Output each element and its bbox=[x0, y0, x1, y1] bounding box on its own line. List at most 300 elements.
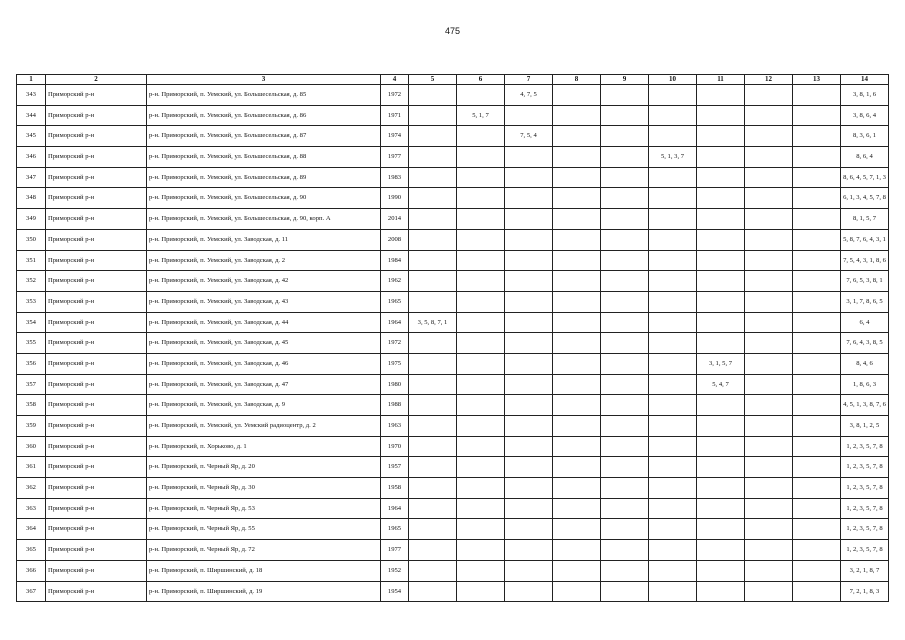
table-row bbox=[17, 312, 889, 333]
col12-cell bbox=[745, 374, 793, 395]
col9-cell bbox=[601, 353, 649, 374]
col7-cell bbox=[505, 167, 553, 188]
col12-cell bbox=[745, 105, 793, 126]
col14-cell: 1, 2, 3, 5, 7, 8 bbox=[841, 478, 889, 499]
col13-cell bbox=[793, 374, 841, 395]
col11-cell bbox=[697, 312, 745, 333]
col6-cell bbox=[457, 395, 505, 416]
col11-cell bbox=[697, 436, 745, 457]
column-header: 1 bbox=[17, 75, 46, 85]
col8-cell bbox=[553, 167, 601, 188]
address-cell: р-н. Приморский, п. Уемский, ул. Заводская, д. 9 bbox=[147, 395, 381, 416]
col13-cell bbox=[793, 581, 841, 602]
col9-cell bbox=[601, 416, 649, 437]
col7-cell: 4, 7, 5 bbox=[505, 85, 553, 106]
col10-cell bbox=[649, 271, 697, 292]
col11-cell bbox=[697, 85, 745, 106]
row-number: 362 bbox=[17, 478, 46, 499]
col14-cell: 7, 6, 5, 3, 8, 1 bbox=[841, 271, 889, 292]
col7-cell bbox=[505, 333, 553, 354]
col7-cell bbox=[505, 312, 553, 333]
col8-cell bbox=[553, 312, 601, 333]
row-number: 358 bbox=[17, 395, 46, 416]
col5-cell bbox=[409, 188, 457, 209]
col10-cell bbox=[649, 85, 697, 106]
col8-cell bbox=[553, 478, 601, 499]
col9-cell bbox=[601, 271, 649, 292]
column-header: 14 bbox=[841, 75, 889, 85]
address-cell: р-н. Приморский, п. Хорьково, д. 1 bbox=[147, 436, 381, 457]
col5-cell bbox=[409, 519, 457, 540]
address-cell: р-н. Приморский, п. Уемский, ул. Заводская, д. 43 bbox=[147, 291, 381, 312]
col14-cell: 8, 6, 4, 5, 7, 1, 3 bbox=[841, 167, 889, 188]
col5-cell bbox=[409, 291, 457, 312]
col7-cell bbox=[505, 498, 553, 519]
table-row bbox=[17, 498, 889, 519]
col5-cell bbox=[409, 395, 457, 416]
col10-cell bbox=[649, 312, 697, 333]
col8-cell bbox=[553, 436, 601, 457]
col7-cell bbox=[505, 271, 553, 292]
year-cell: 1977 bbox=[381, 147, 409, 168]
col11-cell bbox=[697, 581, 745, 602]
col12-cell bbox=[745, 271, 793, 292]
col5-cell bbox=[409, 147, 457, 168]
col13-cell bbox=[793, 229, 841, 250]
table-row bbox=[17, 519, 889, 540]
col6-cell bbox=[457, 126, 505, 147]
district-cell: Приморский р-н bbox=[46, 105, 147, 126]
col11-cell bbox=[697, 229, 745, 250]
col14-cell: 6, 1, 3, 4, 5, 7, 8 bbox=[841, 188, 889, 209]
district-cell: Приморский р-н bbox=[46, 581, 147, 602]
col5-cell bbox=[409, 374, 457, 395]
col9-cell bbox=[601, 436, 649, 457]
col11-cell bbox=[697, 395, 745, 416]
col8-cell bbox=[553, 560, 601, 581]
col6-cell: 5, 1, 7 bbox=[457, 105, 505, 126]
address-cell: р-н. Приморский, п. Уемский, ул. Большесельская, д. 88 bbox=[147, 147, 381, 168]
district-cell: Приморский р-н bbox=[46, 353, 147, 374]
district-cell: Приморский р-н bbox=[46, 519, 147, 540]
col11-cell bbox=[697, 560, 745, 581]
col10-cell bbox=[649, 188, 697, 209]
col7-cell bbox=[505, 395, 553, 416]
col9-cell bbox=[601, 250, 649, 271]
col10-cell bbox=[649, 291, 697, 312]
row-number: 364 bbox=[17, 519, 46, 540]
col12-cell bbox=[745, 167, 793, 188]
col11-cell bbox=[697, 478, 745, 499]
row-number: 344 bbox=[17, 105, 46, 126]
col14-cell: 4, 5, 1, 3, 8, 7, 6 bbox=[841, 395, 889, 416]
col14-cell: 1, 2, 3, 5, 7, 8 bbox=[841, 498, 889, 519]
data-table bbox=[16, 74, 889, 602]
col11-cell bbox=[697, 105, 745, 126]
col5-cell bbox=[409, 209, 457, 230]
col6-cell bbox=[457, 209, 505, 230]
col9-cell bbox=[601, 395, 649, 416]
table-row bbox=[17, 478, 889, 499]
col14-cell: 8, 1, 5, 7 bbox=[841, 209, 889, 230]
row-number: 351 bbox=[17, 250, 46, 271]
col7-cell bbox=[505, 188, 553, 209]
col11-cell bbox=[697, 209, 745, 230]
table-row bbox=[17, 353, 889, 374]
col12-cell bbox=[745, 126, 793, 147]
col6-cell bbox=[457, 312, 505, 333]
column-header: 9 bbox=[601, 75, 649, 85]
table-row bbox=[17, 250, 889, 271]
col13-cell bbox=[793, 209, 841, 230]
year-cell: 1983 bbox=[381, 167, 409, 188]
col12-cell bbox=[745, 560, 793, 581]
col14-cell: 3, 8, 1, 6 bbox=[841, 85, 889, 106]
col5-cell bbox=[409, 540, 457, 561]
column-header: 5 bbox=[409, 75, 457, 85]
col12-cell bbox=[745, 478, 793, 499]
col6-cell bbox=[457, 540, 505, 561]
address-cell: р-н. Приморский, п. Уемский, ул. Заводская, д. 47 bbox=[147, 374, 381, 395]
col7-cell bbox=[505, 457, 553, 478]
district-cell: Приморский р-н bbox=[46, 457, 147, 478]
col13-cell bbox=[793, 540, 841, 561]
col10-cell bbox=[649, 519, 697, 540]
row-number: 363 bbox=[17, 498, 46, 519]
col12-cell bbox=[745, 85, 793, 106]
row-number: 360 bbox=[17, 436, 46, 457]
col13-cell bbox=[793, 416, 841, 437]
header-row bbox=[17, 75, 889, 85]
year-cell: 1977 bbox=[381, 540, 409, 561]
col8-cell bbox=[553, 374, 601, 395]
col14-cell: 3, 2, 1, 8, 7 bbox=[841, 560, 889, 581]
col10-cell bbox=[649, 395, 697, 416]
col11-cell bbox=[697, 457, 745, 478]
address-cell: р-н. Приморский, п. Черный Яр, д. 72 bbox=[147, 540, 381, 561]
address-cell: р-н. Приморский, п. Уемский, ул. Заводская, д. 45 bbox=[147, 333, 381, 354]
address-cell: р-н. Приморский, п. Уемский, ул. Большесельская, д. 85 bbox=[147, 85, 381, 106]
year-cell: 1972 bbox=[381, 333, 409, 354]
col10-cell bbox=[649, 540, 697, 561]
address-cell: р-н. Приморский, п. Уемский, ул. Большесельская, д. 90, корп. А bbox=[147, 209, 381, 230]
district-cell: Приморский р-н bbox=[46, 395, 147, 416]
col12-cell bbox=[745, 250, 793, 271]
col6-cell bbox=[457, 374, 505, 395]
col6-cell bbox=[457, 147, 505, 168]
col12-cell bbox=[745, 333, 793, 354]
col7-cell bbox=[505, 581, 553, 602]
col8-cell bbox=[553, 291, 601, 312]
col13-cell bbox=[793, 85, 841, 106]
col13-cell bbox=[793, 291, 841, 312]
col7-cell: 7, 5, 4 bbox=[505, 126, 553, 147]
col8-cell bbox=[553, 85, 601, 106]
col10-cell bbox=[649, 478, 697, 499]
col13-cell bbox=[793, 519, 841, 540]
col14-cell: 7, 5, 4, 3, 1, 8, 6 bbox=[841, 250, 889, 271]
table-body bbox=[17, 85, 889, 602]
col9-cell bbox=[601, 312, 649, 333]
col10-cell: 5, 1, 3, 7 bbox=[649, 147, 697, 168]
year-cell: 1984 bbox=[381, 250, 409, 271]
year-cell: 1965 bbox=[381, 519, 409, 540]
col10-cell bbox=[649, 436, 697, 457]
col6-cell bbox=[457, 416, 505, 437]
year-cell: 1957 bbox=[381, 457, 409, 478]
year-cell: 1963 bbox=[381, 416, 409, 437]
col8-cell bbox=[553, 147, 601, 168]
col6-cell bbox=[457, 457, 505, 478]
col13-cell bbox=[793, 457, 841, 478]
col11-cell bbox=[697, 167, 745, 188]
col9-cell bbox=[601, 85, 649, 106]
district-cell: Приморский р-н bbox=[46, 250, 147, 271]
col13-cell bbox=[793, 333, 841, 354]
col7-cell bbox=[505, 353, 553, 374]
col8-cell bbox=[553, 498, 601, 519]
col7-cell bbox=[505, 209, 553, 230]
col6-cell bbox=[457, 581, 505, 602]
col5-cell bbox=[409, 560, 457, 581]
col11-cell: 5, 4, 7 bbox=[697, 374, 745, 395]
col11-cell bbox=[697, 250, 745, 271]
col11-cell bbox=[697, 498, 745, 519]
col10-cell bbox=[649, 457, 697, 478]
address-cell: р-н. Приморский, п. Уемский, ул. Заводская, д. 2 bbox=[147, 250, 381, 271]
district-cell: Приморский р-н bbox=[46, 540, 147, 561]
col13-cell bbox=[793, 498, 841, 519]
col9-cell bbox=[601, 498, 649, 519]
district-cell: Приморский р-н bbox=[46, 167, 147, 188]
col7-cell bbox=[505, 374, 553, 395]
district-cell: Приморский р-н bbox=[46, 478, 147, 499]
column-header: 13 bbox=[793, 75, 841, 85]
row-number: 346 bbox=[17, 147, 46, 168]
col9-cell bbox=[601, 333, 649, 354]
col6-cell bbox=[457, 291, 505, 312]
col9-cell bbox=[601, 167, 649, 188]
year-cell: 1952 bbox=[381, 560, 409, 581]
col6-cell bbox=[457, 229, 505, 250]
district-cell: Приморский р-н bbox=[46, 312, 147, 333]
column-header: 3 bbox=[147, 75, 381, 85]
col10-cell bbox=[649, 374, 697, 395]
table-row bbox=[17, 188, 889, 209]
col10-cell bbox=[649, 333, 697, 354]
col11-cell bbox=[697, 416, 745, 437]
district-cell: Приморский р-н bbox=[46, 126, 147, 147]
col13-cell bbox=[793, 560, 841, 581]
col10-cell bbox=[649, 105, 697, 126]
col10-cell bbox=[649, 229, 697, 250]
col14-cell: 7, 6, 4, 3, 8, 5 bbox=[841, 333, 889, 354]
col7-cell bbox=[505, 250, 553, 271]
column-header: 7 bbox=[505, 75, 553, 85]
year-cell: 1954 bbox=[381, 581, 409, 602]
col11-cell bbox=[697, 147, 745, 168]
col10-cell bbox=[649, 167, 697, 188]
col5-cell bbox=[409, 353, 457, 374]
column-header: 2 bbox=[46, 75, 147, 85]
col10-cell bbox=[649, 126, 697, 147]
col6-cell bbox=[457, 498, 505, 519]
table-row bbox=[17, 229, 889, 250]
col14-cell: 8, 3, 6, 1 bbox=[841, 126, 889, 147]
col8-cell bbox=[553, 416, 601, 437]
address-cell: р-н. Приморский, п. Черный Яр, д. 20 bbox=[147, 457, 381, 478]
col12-cell bbox=[745, 436, 793, 457]
col10-cell bbox=[649, 209, 697, 230]
col6-cell bbox=[457, 560, 505, 581]
col14-cell: 8, 6, 4 bbox=[841, 147, 889, 168]
col12-cell bbox=[745, 457, 793, 478]
col14-cell: 5, 8, 7, 6, 4, 3, 1 bbox=[841, 229, 889, 250]
year-cell: 1974 bbox=[381, 126, 409, 147]
col13-cell bbox=[793, 105, 841, 126]
col11-cell bbox=[697, 291, 745, 312]
address-cell: р-н. Приморский, п. Уемский, ул. Заводская, д. 42 bbox=[147, 271, 381, 292]
table-row bbox=[17, 457, 889, 478]
table-row bbox=[17, 581, 889, 602]
col8-cell bbox=[553, 519, 601, 540]
col9-cell bbox=[601, 478, 649, 499]
table-row bbox=[17, 560, 889, 581]
page-number: 475 bbox=[444, 26, 461, 36]
year-cell: 1972 bbox=[381, 85, 409, 106]
col6-cell bbox=[457, 188, 505, 209]
col8-cell bbox=[553, 250, 601, 271]
address-cell: р-н. Приморский, п. Уемский, ул. Большесельская, д. 86 bbox=[147, 105, 381, 126]
col7-cell bbox=[505, 560, 553, 581]
year-cell: 2008 bbox=[381, 229, 409, 250]
col6-cell bbox=[457, 478, 505, 499]
table-row bbox=[17, 333, 889, 354]
col7-cell bbox=[505, 436, 553, 457]
table-row bbox=[17, 436, 889, 457]
row-number: 357 bbox=[17, 374, 46, 395]
col10-cell bbox=[649, 498, 697, 519]
col8-cell bbox=[553, 333, 601, 354]
col10-cell bbox=[649, 250, 697, 271]
col9-cell bbox=[601, 581, 649, 602]
col9-cell bbox=[601, 374, 649, 395]
col12-cell bbox=[745, 209, 793, 230]
address-cell: р-н. Приморский, п. Ширшинский, д. 18 bbox=[147, 560, 381, 581]
col5-cell: 3, 5, 8, 7, 1 bbox=[409, 312, 457, 333]
col11-cell: 3, 1, 5, 7 bbox=[697, 353, 745, 374]
row-number: 355 bbox=[17, 333, 46, 354]
district-cell: Приморский р-н bbox=[46, 85, 147, 106]
col10-cell bbox=[649, 416, 697, 437]
table-row bbox=[17, 374, 889, 395]
col12-cell bbox=[745, 291, 793, 312]
col8-cell bbox=[553, 581, 601, 602]
table-row bbox=[17, 416, 889, 437]
col8-cell bbox=[553, 353, 601, 374]
col10-cell bbox=[649, 581, 697, 602]
col12-cell bbox=[745, 229, 793, 250]
col9-cell bbox=[601, 147, 649, 168]
row-number: 361 bbox=[17, 457, 46, 478]
col7-cell bbox=[505, 540, 553, 561]
col9-cell bbox=[601, 229, 649, 250]
col7-cell bbox=[505, 478, 553, 499]
address-cell: р-н. Приморский, п. Уемский, ул. Большесельская, д. 89 bbox=[147, 167, 381, 188]
col11-cell bbox=[697, 519, 745, 540]
col8-cell bbox=[553, 457, 601, 478]
district-cell: Приморский р-н bbox=[46, 416, 147, 437]
district-cell: Приморский р-н bbox=[46, 271, 147, 292]
col12-cell bbox=[745, 540, 793, 561]
district-cell: Приморский р-н bbox=[46, 498, 147, 519]
year-cell: 2014 bbox=[381, 209, 409, 230]
address-cell: р-н. Приморский, п. Уемский, ул. Заводская, д. 46 bbox=[147, 353, 381, 374]
col8-cell bbox=[553, 209, 601, 230]
table-row bbox=[17, 147, 889, 168]
row-number: 352 bbox=[17, 271, 46, 292]
address-cell: р-н. Приморский, п. Черный Яр, д. 53 bbox=[147, 498, 381, 519]
year-cell: 1958 bbox=[381, 478, 409, 499]
row-number: 366 bbox=[17, 560, 46, 581]
col12-cell bbox=[745, 188, 793, 209]
year-cell: 1980 bbox=[381, 374, 409, 395]
col12-cell bbox=[745, 353, 793, 374]
col7-cell bbox=[505, 229, 553, 250]
row-number: 343 bbox=[17, 85, 46, 106]
row-number: 347 bbox=[17, 167, 46, 188]
column-header: 6 bbox=[457, 75, 505, 85]
col5-cell bbox=[409, 333, 457, 354]
col5-cell bbox=[409, 416, 457, 437]
row-number: 356 bbox=[17, 353, 46, 374]
col11-cell bbox=[697, 188, 745, 209]
col7-cell bbox=[505, 416, 553, 437]
col13-cell bbox=[793, 478, 841, 499]
year-cell: 1971 bbox=[381, 105, 409, 126]
year-cell: 1964 bbox=[381, 498, 409, 519]
col9-cell bbox=[601, 560, 649, 581]
col5-cell bbox=[409, 478, 457, 499]
col11-cell bbox=[697, 333, 745, 354]
row-number: 354 bbox=[17, 312, 46, 333]
row-number: 367 bbox=[17, 581, 46, 602]
district-cell: Приморский р-н bbox=[46, 209, 147, 230]
col5-cell bbox=[409, 85, 457, 106]
district-cell: Приморский р-н bbox=[46, 229, 147, 250]
col5-cell bbox=[409, 126, 457, 147]
col8-cell bbox=[553, 540, 601, 561]
col9-cell bbox=[601, 519, 649, 540]
col14-cell: 1, 8, 6, 3 bbox=[841, 374, 889, 395]
col12-cell bbox=[745, 147, 793, 168]
year-cell: 1970 bbox=[381, 436, 409, 457]
row-number: 353 bbox=[17, 291, 46, 312]
district-cell: Приморский р-н bbox=[46, 147, 147, 168]
col14-cell: 6, 4 bbox=[841, 312, 889, 333]
col6-cell bbox=[457, 436, 505, 457]
column-header: 8 bbox=[553, 75, 601, 85]
col5-cell bbox=[409, 167, 457, 188]
col5-cell bbox=[409, 457, 457, 478]
col5-cell bbox=[409, 229, 457, 250]
col9-cell bbox=[601, 126, 649, 147]
col9-cell bbox=[601, 105, 649, 126]
address-cell: р-н. Приморский, п. Черный Яр, д. 55 bbox=[147, 519, 381, 540]
col13-cell bbox=[793, 147, 841, 168]
col14-cell: 1, 2, 3, 5, 7, 8 bbox=[841, 457, 889, 478]
col5-cell bbox=[409, 105, 457, 126]
